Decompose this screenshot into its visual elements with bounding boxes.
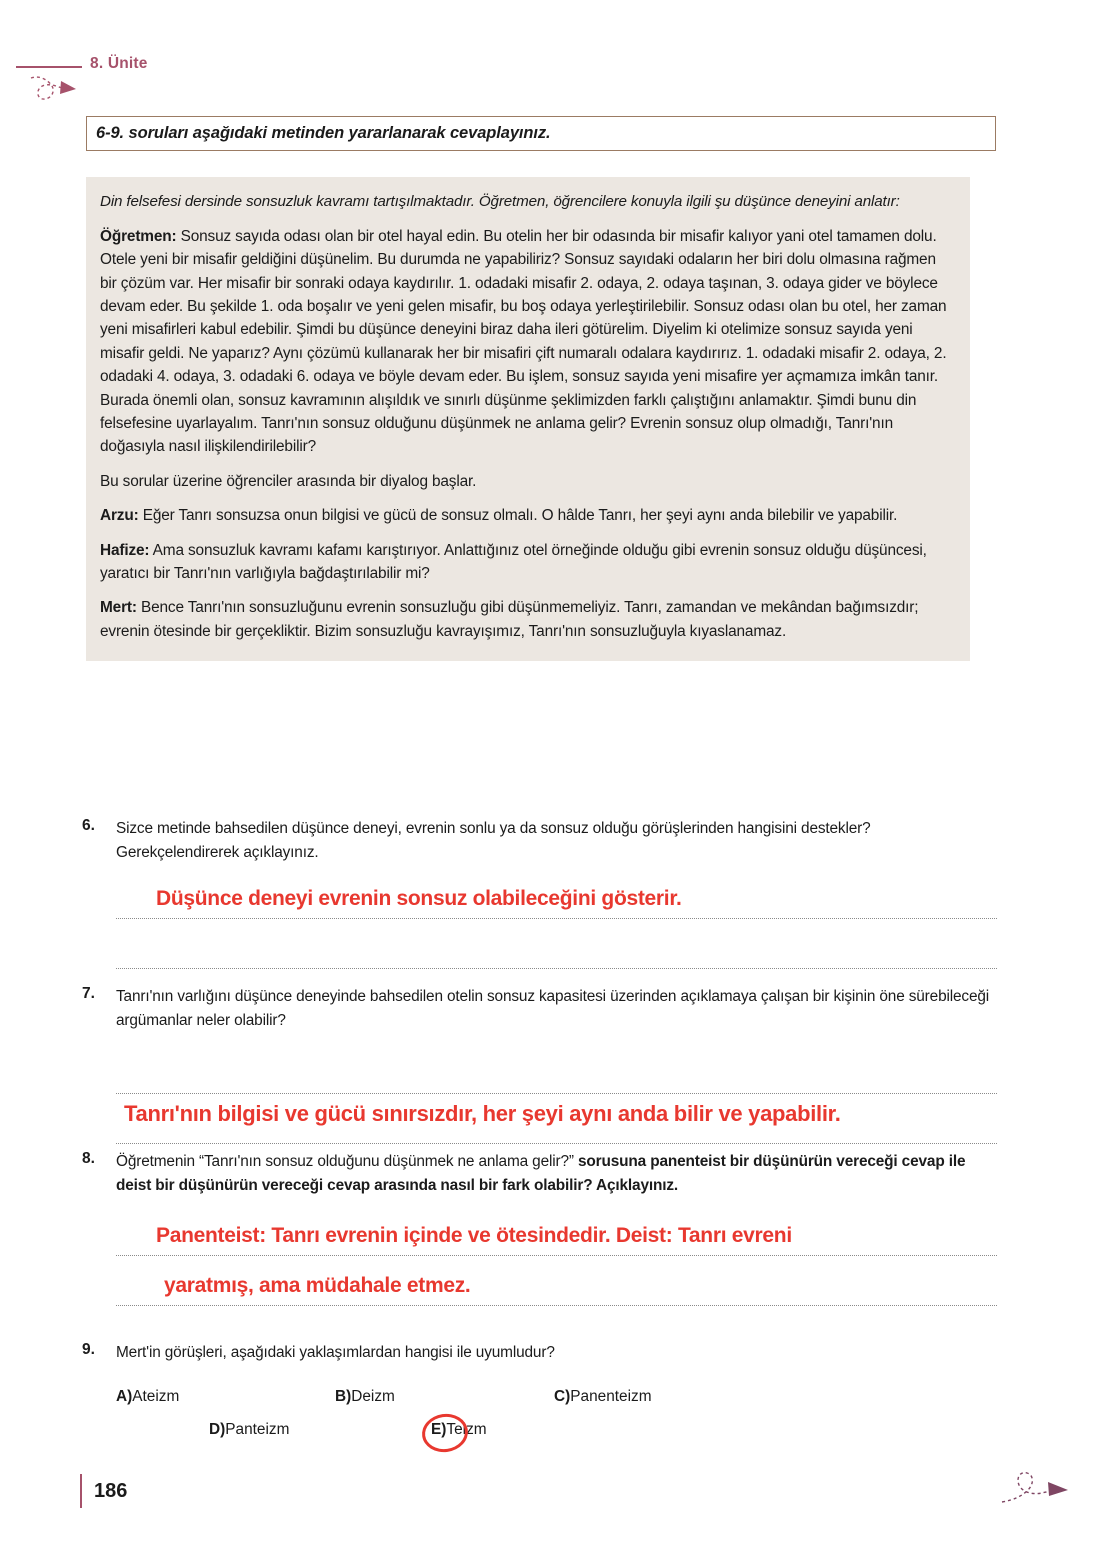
option-c[interactable]	[554, 1388, 652, 1406]
option-a-letter: A)	[116, 1388, 133, 1405]
passage-paragraph	[100, 470, 956, 493]
question-8-answer-ink-line2: yaratmış, ama müdahale etmez.	[164, 1273, 471, 1297]
page-header	[0, 55, 1105, 79]
question-8-answer-ink-line1: Panenteist: Tanrı evrenin içinde ve ötesindedir. Deist: Tanrı evreni	[156, 1223, 792, 1247]
option-b-label: Deizm	[351, 1388, 395, 1405]
speaker-text: Eğer Tanrı sonsuzsa onun bilgisi ve gücü de sonsuz olmalı. O hâlde Tanrı, her şeyi aynı anda bilebilir ve yapabilir.	[138, 507, 898, 525]
option-b-letter: B)	[335, 1388, 352, 1405]
answer-line[interactable]	[116, 968, 997, 969]
question-7-text: Tanrı'nın varlığını düşünce deneyinde bahsedilen otelin sonsuz kapasitesi üzerinden açıklamaya çalışan bir kişinin öne sürebileceği argümanlar neler olabilir?	[116, 988, 990, 1029]
question-9-options-row-1	[116, 1388, 652, 1406]
passage-paragraph	[100, 225, 956, 459]
option-d[interactable]	[209, 1421, 431, 1439]
question-6-number: 6.	[82, 817, 95, 834]
question-9-number: 9.	[82, 1341, 95, 1358]
question-7-answer-ink: Tanrı'nın bilgisi ve gücü sınırsızdır, her şeyi aynı anda bilir ve yapabilir.	[124, 1100, 841, 1126]
question-6-header	[82, 817, 997, 865]
speaker-name: Öğretmen:	[100, 227, 177, 245]
question-8-text	[116, 1150, 997, 1198]
passage-paragraph	[100, 596, 956, 643]
speaker-text: Sonsuz sayıda odası olan bir otel hayal edin. Bu otelin her bir odasında bir misafir kalıyor yani otel tamamen dolu. Otele yeni bir misafir geldiğini düşünelim. Bu durumda ne yapabiliriz? Sonsuz sayıdaki odaların her biri dolu olmasına rağmen bir çözüm var. Her misafir bir sonraki odaya kaydırılır. 1. odadaki misafir 2. odaya, 2. odaya taşınan, 3. odaya gider ve böylece devam eder. Bu şekilde 1. oda boşalır ve yeni gelen misafir, bu boş odaya yerleştirilebilir. Sonsuz odası olan bu otel, her zaman yeni misafirleri kabul edebilir. Şimdi bu düşünce deneyini biraz daha ileri götürelim. Diyelim ki otelimize sonsuz sayıda yeni misafir geldi. Ne yaparız? Aynı çözümü kullanarak her bir misafiri çift numaralı odalara kaydırırız. 1. odadaki misafir 2. odaya, 2. odadaki 4. odaya, 3. odadaki 6. odaya ve böyle devam eder. Bu işlem, sonsuz sayıda yeni misafire yer açmamıza imkân tanır. Burada önemli olan, sonsuz kavramının alışıldık ve sınırlı düşünme şeklimizden farklı çalıştığını anlamaktır. Şimdi bunu din felsefesine uyarlayalım. Tanrı'nın sonsuz olduğunu düşünmek ne anlama gelir? Evrenin sonsuz olup olmadığı, Tanrı'nın doğasıyla nasıl ilişkilendirilebilir?	[100, 227, 947, 456]
question-9-text: Mert'in görüşleri, aşağıdaki yaklaşımlardan hangisi ile uyumludur?	[116, 1344, 555, 1361]
question-6-text: Sizce metinde bahsedilen düşünce deneyi, evrenin sonlu ya da sonsuz olduğu görüşlerinden hangisini destekler? Gerekçelendirerek açıklayınız.	[116, 820, 871, 861]
option-a[interactable]	[116, 1388, 335, 1406]
option-b[interactable]	[335, 1388, 554, 1406]
option-e-letter: E)	[431, 1421, 447, 1438]
question-6	[82, 817, 997, 970]
header-rule	[16, 66, 82, 68]
option-e-label: Teizm	[446, 1421, 487, 1438]
question-8	[82, 1150, 997, 1313]
question-8-number: 8.	[82, 1150, 95, 1167]
question-7-answer-area[interactable]	[116, 1033, 997, 1143]
option-c-letter: C)	[554, 1388, 571, 1405]
question-8-header	[82, 1150, 997, 1198]
speaker-text: Bence Tanrı'nın sonsuzluğunu evrenin sonsuzluğu gibi düşünmemeliyiz. Tanrı, zamandan ve mekândan bağımsızdır; evrenin ötesinde bir gerçekliktir. Bizim sonsuzluğu kavrayışımız, Tanrı'nın sonsuzluğuyla kıyaslanamaz.	[100, 599, 919, 640]
answer-line[interactable]	[116, 918, 997, 919]
speaker-name: Mert:	[100, 599, 137, 617]
question-8-answer-area[interactable]	[116, 1198, 997, 1313]
speaker-text: Ama sonsuzluk kavramı kafamı karıştırıyor. Anlattığınız otel örneğinde olduğu gibi evrenin sonsuz olduğu düşüncesi, yaratıcı bir Tanrı'nın varlığıyla bağdaştırılabilir mi?	[100, 541, 927, 583]
passage-paragraph	[100, 504, 956, 527]
question-6-answer-ink: Düşünce deneyi evrenin sonsuz olabileceğini gösterir.	[156, 886, 682, 910]
question-8-text-rest: sorusuna panenteist bir düşünürün vereceği cevap ile deist bir düşünürün vereceği cevap arasında nasıl bir fark olabilir? Açıklayınız.	[116, 1153, 966, 1194]
question-7-number: 7.	[82, 985, 95, 1002]
decorative-swirl-arrow-bottom-icon	[1000, 1462, 1080, 1510]
passage-paragraph	[100, 539, 956, 586]
footer-accent-bar	[80, 1474, 82, 1508]
speaker-name: Arzu:	[100, 507, 139, 525]
instruction-text: 6-9. soruları aşağıdaki metinden yararlanarak cevaplayınız.	[96, 124, 551, 142]
option-c-label: Panenteizm	[570, 1388, 652, 1405]
answer-line[interactable]	[116, 1255, 997, 1256]
speaker-name: Hafize:	[100, 541, 150, 559]
instruction-box	[86, 116, 996, 151]
answer-line[interactable]	[116, 1143, 997, 1144]
option-d-letter: D)	[209, 1421, 226, 1438]
question-7	[82, 985, 997, 1143]
question-9-options-row-2	[209, 1421, 487, 1439]
unit-label: 8. Ünite	[90, 55, 148, 72]
option-e[interactable]	[431, 1421, 487, 1439]
page-footer	[80, 1474, 127, 1508]
answer-line[interactable]	[116, 1093, 997, 1094]
passage-text: Bu sorular üzerine öğrenciler arasında bir diyalog başlar.	[100, 472, 477, 490]
option-d-label: Panteizm	[225, 1421, 290, 1438]
page-number: 186	[94, 1479, 128, 1502]
decorative-swirl-arrow-icon	[28, 72, 88, 108]
answer-line[interactable]	[116, 1305, 997, 1306]
question-6-answer-area[interactable]	[116, 865, 997, 970]
question-8-quote: Öğretmenin “Tanrı'nın sonsuz olduğunu düşünmek ne anlama gelir?”	[116, 1153, 574, 1170]
question-9	[82, 1341, 997, 1365]
passage-intro: Din felsefesi dersinde sonsuzluk kavramı tartışılmaktadır. Öğretmen, öğrencilere konuyla ilgili şu düşünce deneyini anlatır:	[100, 193, 900, 210]
question-7-header	[82, 985, 997, 1033]
passage-box	[86, 177, 970, 661]
option-a-label: Ateizm	[132, 1388, 180, 1405]
question-9-header	[82, 1341, 997, 1365]
